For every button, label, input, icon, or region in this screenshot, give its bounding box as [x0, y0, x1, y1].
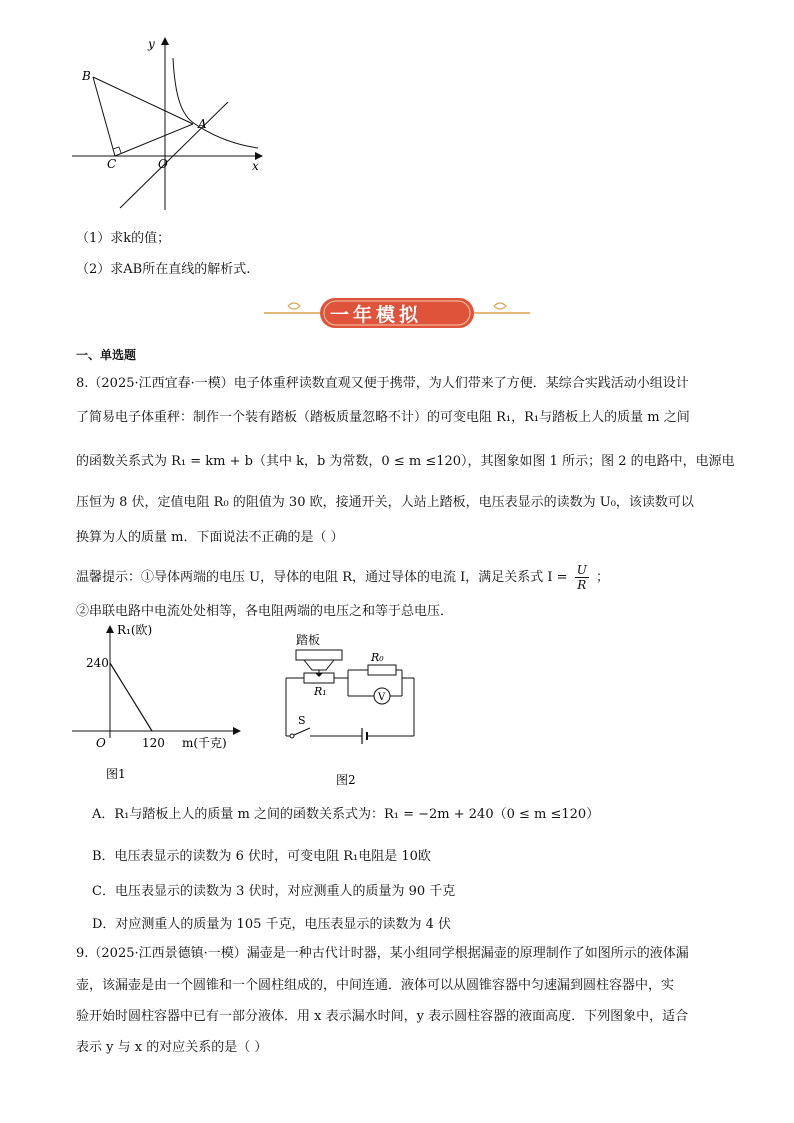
- resistor-r0: [368, 665, 396, 675]
- q8-line2: 了简易电子体重秤：制作一个装有踏板（踏板质量忽略不计）的可变电阻 R₁，R₁与踏板上人的质量 m 之间: [76, 410, 690, 425]
- label-B: B: [82, 69, 91, 83]
- section-title: 一、单选题: [76, 348, 137, 362]
- fig1-x-tick: 120: [142, 736, 165, 750]
- q8-line1: 8.（2025·江西宜春·一模）电子体重秤读数直观又便于携带，为人们带来了方便．某综合实践活动小组设计: [76, 376, 689, 391]
- segment-BA: [93, 77, 193, 124]
- q8-line5: 换算为人的质量 m．下面说法不正确的是（ ）: [76, 530, 344, 545]
- figure-2-circuit: [276, 628, 436, 786]
- coordinate-figure: [60, 28, 280, 218]
- figure-1-graph: [70, 620, 250, 782]
- fig2-switch-label: S: [298, 714, 306, 727]
- label-C: C: [107, 157, 117, 171]
- fig1-x-label: m(千克): [182, 736, 227, 750]
- tip1-numerator: U: [576, 563, 587, 577]
- section-banner-title: 一年模拟: [330, 304, 423, 326]
- q8-option-c: C．电压表显示的读数为 3 伏时，对应测重人的质量为 90 千克: [92, 884, 456, 899]
- pedal-spring: [304, 660, 334, 670]
- segment-BC: [93, 77, 115, 156]
- fig1-graph-line: [110, 663, 152, 731]
- q7-part1: （1）求k的值；: [76, 231, 171, 246]
- q9-line4: 表示 y 与 x 的对应关系的是（ ）: [76, 1040, 268, 1055]
- switch-s: [294, 728, 310, 735]
- q7-part2: （2）求AB所在直线的解析式.: [76, 262, 251, 277]
- fig2-pedal-label: 踏板: [296, 633, 321, 647]
- pedal-plate: [296, 650, 342, 660]
- fig2-voltmeter-label: V: [378, 692, 386, 703]
- label-O: O: [158, 157, 168, 171]
- label-x: x: [252, 159, 259, 173]
- q9-line2: 壶，该漏壶是由一个圆锥和一个圆柱组成的，中间连通．液体可以从圆锥容器中匀速漏到圆柱容器中，实: [76, 978, 675, 993]
- q8-option-a: A．R₁与踏板上人的质量 m 之间的函数关系式为：R₁ = −2m + 240（0 ≤ m ≤120）: [92, 807, 600, 822]
- fig1-caption: 图1: [106, 767, 126, 781]
- q8-option-d: D．对应测重人的质量为 105 千克，电压表显示的读数为 4 伏: [92, 917, 452, 932]
- hyperbola-curve: [173, 58, 258, 148]
- fig1-y-tick: 240: [86, 656, 109, 670]
- q8-tip1: [76, 563, 609, 592]
- q9-line3: 验开始时圆柱容器中已有一部分液体．用 x 表示漏水时间，y 表示圆柱容器的液面高度．下列图象中，适合: [76, 1009, 689, 1024]
- fig1-origin: O: [96, 736, 106, 750]
- fig2-caption: 图2: [336, 773, 356, 786]
- tip1-fraction: [575, 563, 589, 592]
- tip1-suffix: ；: [595, 570, 609, 585]
- q8-line3: 的函数关系式为 R₁ = km + b（其中 k，b 为常数，0 ≤ m ≤120），其图象如图 1 所示；图 2 的电路中，电源电: [76, 454, 735, 469]
- label-A: A: [198, 117, 207, 131]
- q8-tip2: ②串联电路中电流处处相等，各电阻两端的电压之和等于总电压．: [76, 604, 454, 619]
- line-through-origin: [120, 102, 228, 208]
- fig2-r0-label: R₀: [371, 651, 384, 664]
- label-y: y: [148, 37, 155, 51]
- segment-CA: [115, 124, 193, 156]
- tip1-text: 温馨提示：①导体两端的电压 U，导体的电阻 R，通过导体的电流 I，满足关系式 I =: [76, 570, 568, 585]
- q9-line1: 9.（2025·江西景德镇·一模）漏壶是一种古代计时器，某小组同学根据漏壶的原理制作了如图所示的液体漏: [76, 946, 689, 961]
- fig1-y-label: R₁(欧): [117, 623, 153, 637]
- tip1-denominator: R: [577, 578, 587, 592]
- q8-line4: 压恒为 8 伏，定值电阻 R₀ 的阻值为 30 欧，接通开关，人站上踏板，电压表显示的读数为 U₀，该读数可以: [76, 495, 694, 510]
- fig2-r1-label: R₁: [314, 685, 327, 698]
- q8-option-b: B．电压表显示的读数为 6 伏时，可变电阻 R₁电阻是 10欧: [92, 849, 431, 864]
